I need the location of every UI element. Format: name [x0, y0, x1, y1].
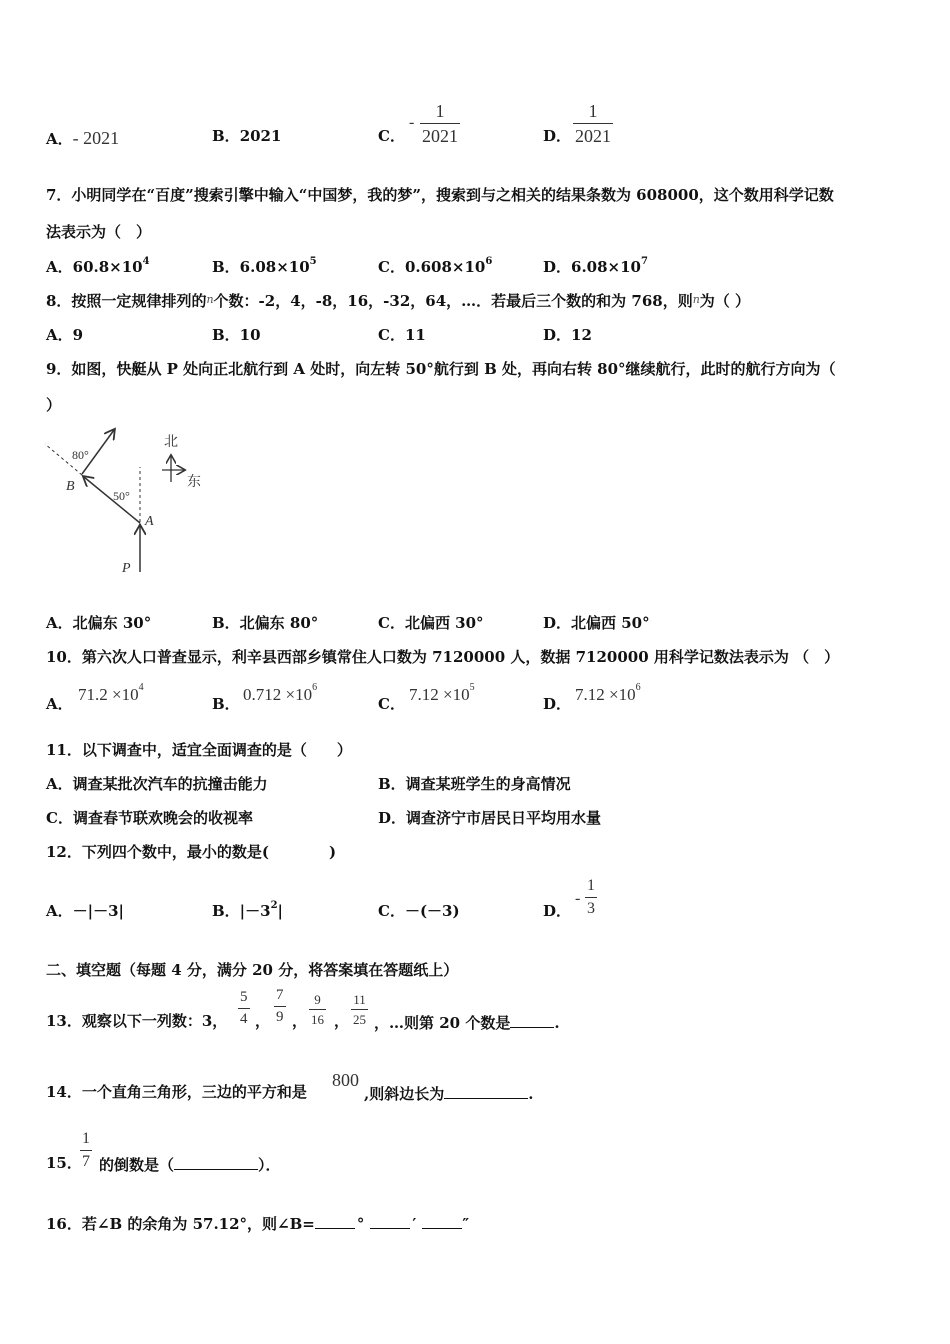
- q10-option-c: [409, 682, 475, 704]
- q13-end: .: [554, 1014, 560, 1032]
- q8-option-b: B．10: [212, 326, 261, 344]
- q10-option-a: [78, 682, 144, 704]
- q10-c-exponent: 5: [469, 682, 475, 693]
- q6-c-numerator: 1: [435, 101, 445, 121]
- q7-d-base: D．6.08×10: [543, 258, 641, 276]
- q12-d-denominator: 3: [587, 900, 595, 917]
- q8-var-n: n: [206, 293, 214, 306]
- q9-option-c: C．北偏西 30°: [378, 614, 484, 632]
- q11-option-c: C．调查春节联欢晚会的收视率: [46, 809, 253, 827]
- q10-d-value: 7.12 ×10: [575, 685, 636, 704]
- q6-c-denominator: 2021: [422, 126, 458, 146]
- point-p-label: P: [122, 561, 131, 576]
- q15-suffix-text: 的倒数是（: [99, 1156, 175, 1174]
- q8-stem: [46, 294, 750, 309]
- q15-suffix: [99, 1156, 281, 1173]
- q7-option-b: [212, 256, 317, 276]
- q13-f4-numerator: 11: [353, 992, 366, 1007]
- q13-f3-denominator: 16: [311, 1012, 324, 1027]
- q8-option-c: C．11: [378, 326, 426, 344]
- q13-comma-3: ，: [334, 1012, 350, 1030]
- q13-f1-denominator: 4: [240, 1011, 248, 1027]
- q10-b-exponent: 6: [312, 682, 318, 693]
- q11-option-b: B．调查某班学生的身高情况: [378, 775, 571, 793]
- q16-stem: [46, 1215, 469, 1232]
- q6-option-b: [212, 129, 281, 144]
- q9-stem-line2: ）: [46, 396, 62, 414]
- q16-minute-blank[interactable]: [370, 1215, 410, 1229]
- q10-a-label: A．: [46, 695, 73, 713]
- q12-b-exponent: 2: [270, 900, 278, 911]
- q15-denominator: 7: [82, 1153, 90, 1170]
- q7-stem-line2: 法表示为（ ）: [46, 223, 152, 241]
- q8-text-2: 个数：-2，4，-8，16，-32，64，…．若最后三个数的和为 768，则: [213, 292, 693, 310]
- q11-option-a: A．调查某批次汽车的抗撞击能力: [46, 775, 268, 793]
- q13-answer-blank[interactable]: [510, 1014, 554, 1028]
- q8-text-1: 8．按照一定规律排列的: [46, 292, 207, 310]
- q13-prefix: 13．观察以下一列数：3，: [46, 1012, 228, 1030]
- q6-c-sign: -: [409, 114, 415, 131]
- q13-f2-numerator: 7: [276, 987, 284, 1003]
- q8-text-3: 为（ ）: [699, 292, 751, 310]
- q11-option-d: D．调查济宁市居民日平均用水量: [378, 809, 602, 827]
- q13-suffix-text: …则第 20 个数是: [389, 1014, 511, 1032]
- q7-c-exponent: 6: [485, 256, 493, 267]
- q10-c-label: C．: [378, 695, 405, 713]
- q10-d-label: D．: [543, 695, 572, 713]
- q12-b-end: |: [277, 902, 284, 920]
- q14-suffix-text: ,则斜边长为: [364, 1085, 445, 1103]
- q12-d-fraction: [585, 878, 597, 917]
- q13-fraction-4: [351, 993, 368, 1026]
- q10-a-value: 71.2 ×10: [78, 685, 139, 704]
- q7-a-exponent: 4: [142, 256, 150, 267]
- q6-d-fraction: [573, 102, 613, 145]
- q7-b-base: B．6.08×10: [212, 258, 310, 276]
- q6-c-label: C．: [378, 127, 405, 145]
- q6-d-label: D．: [543, 127, 572, 145]
- q9-option-d: D．北偏西 50°: [543, 614, 650, 632]
- q7-c-base: C．0.608×10: [378, 258, 486, 276]
- q13-suffix: [374, 1014, 560, 1031]
- q7-option-d: [543, 256, 648, 276]
- q12-option-c: C．－(－3): [378, 902, 460, 920]
- section-2-heading: 二、填空题（每题 4 分，满分 20 分，将答案填在答题纸上）: [46, 961, 459, 979]
- q13-f1-numerator: 5: [240, 989, 248, 1005]
- q16-degree-symbol: °: [356, 1215, 365, 1233]
- angle-50-label: 50°: [113, 489, 130, 503]
- angle-80-label: 80°: [72, 448, 89, 462]
- q10-option-d: [575, 682, 641, 704]
- q6-a-label: A．: [46, 130, 73, 148]
- q10-c-value: 7.12 ×10: [409, 685, 470, 704]
- q7-option-c: [378, 256, 493, 276]
- q12-option-b: [212, 900, 284, 920]
- q8-option-a: A．9: [46, 326, 84, 344]
- q8-var-n-2: n: [692, 293, 700, 306]
- q9-option-a: A．北偏东 30°: [46, 614, 152, 632]
- q14-end: .: [528, 1085, 534, 1103]
- q7-stem-line1: 7．小明同学在“百度”搜索引擎中输入“中国梦，我的梦”，搜索到与之相关的结果条数为 608000，这个数用科学记数: [46, 186, 834, 204]
- q14-answer-blank[interactable]: [444, 1085, 528, 1099]
- q16-second-symbol: ″: [462, 1215, 470, 1233]
- q9-navigation-figure: [40, 422, 220, 582]
- q7-b-exponent: 5: [309, 256, 317, 267]
- q15-end: ）．: [258, 1156, 281, 1174]
- q15-fraction: [80, 1131, 92, 1170]
- q10-option-b: [243, 682, 318, 704]
- q6-d-denominator: 2021: [575, 126, 611, 146]
- q12-b-base: B．|－3: [212, 902, 271, 920]
- q16-minute-symbol: ′: [412, 1215, 417, 1233]
- q15-prefix: 15．: [46, 1154, 82, 1172]
- point-a-label: A: [145, 514, 154, 529]
- q13-f3-numerator: 9: [314, 992, 321, 1007]
- path-a-to-b: [84, 477, 140, 523]
- q8-option-d: D．12: [543, 326, 592, 344]
- q7-a-base: A．60.8×10: [46, 258, 143, 276]
- q15-numerator: 1: [82, 1130, 90, 1147]
- q13-fraction-3: [309, 993, 326, 1026]
- q6-b-label: B．: [212, 127, 240, 145]
- q6-d-numerator: 1: [588, 101, 598, 121]
- q14-value: 800: [332, 1070, 359, 1090]
- q16-second-blank[interactable]: [422, 1215, 462, 1229]
- compass-east-label: 东: [187, 474, 201, 490]
- q13-f2-denominator: 9: [276, 1009, 284, 1025]
- q12-d-numerator: 1: [587, 877, 595, 894]
- q9-option-b: B．北偏东 80°: [212, 614, 319, 632]
- q16-degree-blank[interactable]: [315, 1215, 355, 1229]
- q12-option-a: A．－|－3|: [46, 902, 124, 920]
- q11-stem: 11．以下调查中，适宜全面调查的是（ ）: [46, 741, 352, 759]
- q12-d-label: D．: [543, 902, 572, 920]
- q6-a-value: - 2021: [72, 128, 120, 148]
- q10-stem: 10．第六次人口普查显示，利辛县西部乡镇常住人口数为 7120000 人，数据 7120000 用科学记数法表示为 （ ）: [46, 648, 840, 666]
- q7-option-a: [46, 256, 150, 276]
- q13-comma-1: ，: [255, 1012, 271, 1030]
- q14-suffix: [364, 1085, 533, 1102]
- point-b-label: B: [66, 479, 75, 494]
- q9-stem-line1: 9．如图，快艇从 P 处向正北航行到 A 处时，向左转 50°航行到 B 处，再向右转 80°继续航行，此时的航行方向为（: [46, 360, 836, 378]
- q15-answer-blank[interactable]: [174, 1156, 258, 1170]
- q12-stem: 12．下列四个数中，最小的数是( ): [46, 843, 337, 861]
- q10-d-exponent: 6: [635, 682, 641, 693]
- compass-north-label: 北: [164, 434, 178, 450]
- q13-comma-2: ，: [292, 1012, 308, 1030]
- q6-option-a: [46, 129, 119, 147]
- q12-d-sign: -: [575, 890, 581, 907]
- q6-b-value: 2021: [239, 127, 282, 145]
- q7-d-exponent: 7: [640, 256, 648, 267]
- q13-fraction-2: [274, 988, 286, 1025]
- q10-a-exponent: 4: [138, 682, 144, 693]
- q13-f4-denominator: 25: [353, 1012, 366, 1027]
- q10-b-label: B．: [212, 695, 240, 713]
- q14-prefix: 14．一个直角三角形，三边的平方和是: [46, 1083, 307, 1101]
- q13-comma-4: ，: [374, 1014, 390, 1032]
- q16-prefix: 16．若∠B 的余角为 57.12°，则∠B=: [46, 1215, 315, 1233]
- q13-fraction-1: [238, 990, 250, 1027]
- q10-b-value: 0.712 ×10: [243, 685, 313, 704]
- q6-c-fraction: [420, 102, 460, 145]
